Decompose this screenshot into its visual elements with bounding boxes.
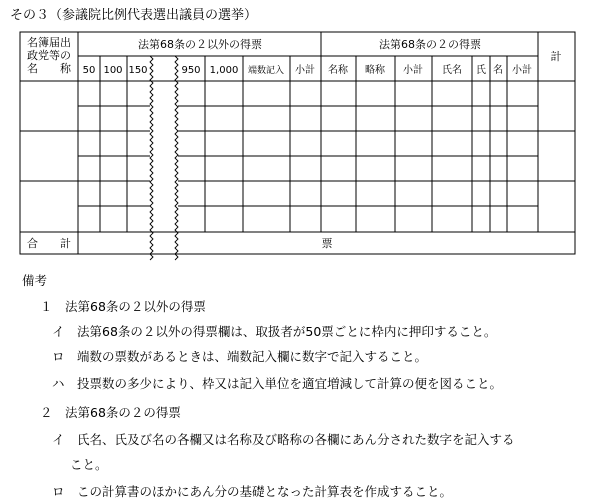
footer-unit: 票 bbox=[321, 237, 333, 250]
col-given-name: 名 bbox=[493, 65, 503, 76]
notes-heading: 備考 bbox=[22, 273, 48, 288]
col-abbreviation: 略称 bbox=[365, 65, 385, 76]
note-item-2: ２ 法第68条の２の得票 bbox=[40, 405, 181, 420]
note-item-1-i: イ 法第68条の２以外の得票欄は、取扱者が50票ごとに枠内に押印すること。 bbox=[52, 324, 497, 339]
party-header-line3: 名 称 bbox=[27, 62, 71, 75]
group-a-header: 法第68条の２以外の得票 bbox=[138, 38, 262, 51]
note-item-1-ro: ロ 端数の票数があるときは、端数記入欄に数字で記入すること。 bbox=[52, 349, 428, 364]
col-150: 150 bbox=[128, 65, 148, 76]
group-b-header: 法第68条の２の得票 bbox=[379, 38, 481, 51]
col-950: 950 bbox=[181, 65, 201, 76]
col-subtotal-a: 小計 bbox=[295, 65, 315, 76]
total-column-header: 計 bbox=[550, 50, 562, 63]
col-fraction-entry: 端数記入 bbox=[247, 66, 285, 76]
note-item-2-i-line1: イ 氏名、氏及び名の各欄又は名称及び略称の各欄にあん分された数字を記入する bbox=[52, 432, 515, 447]
note-item-2-i-line2: こと。 bbox=[70, 457, 108, 472]
row-rules bbox=[78, 106, 538, 206]
note-item-1-ha: ハ 投票数の多少により、枠又は記入単位を適宜増減して計算の便を図ること。 bbox=[52, 376, 503, 391]
note-item-2-ro: ロ この計算書のほかにあん分の基礎となった計算表を作成すること。 bbox=[52, 484, 453, 499]
break-line-left bbox=[150, 56, 153, 260]
col-1000: 1,000 bbox=[209, 65, 239, 76]
note-item-1: １ 法第68条の２以外の得票 bbox=[40, 299, 206, 314]
col-subtotal-b1: 小計 bbox=[403, 65, 423, 76]
col-subtotal-b2: 小計 bbox=[512, 65, 532, 76]
party-header-line1: 名簿届出 bbox=[27, 36, 71, 49]
footer-total-label: 合 計 bbox=[27, 237, 71, 250]
col-name: 名称 bbox=[328, 65, 348, 76]
break-line-right bbox=[175, 56, 178, 260]
col-100: 100 bbox=[103, 65, 123, 76]
col-surname: 氏 bbox=[476, 65, 486, 76]
col-full-name: 氏名 bbox=[442, 65, 462, 76]
party-header-line2: 政党等の bbox=[27, 49, 71, 62]
col-50: 50 bbox=[82, 65, 96, 76]
page-title: その３（参議院比例代表選出議員の選挙） bbox=[10, 8, 258, 23]
